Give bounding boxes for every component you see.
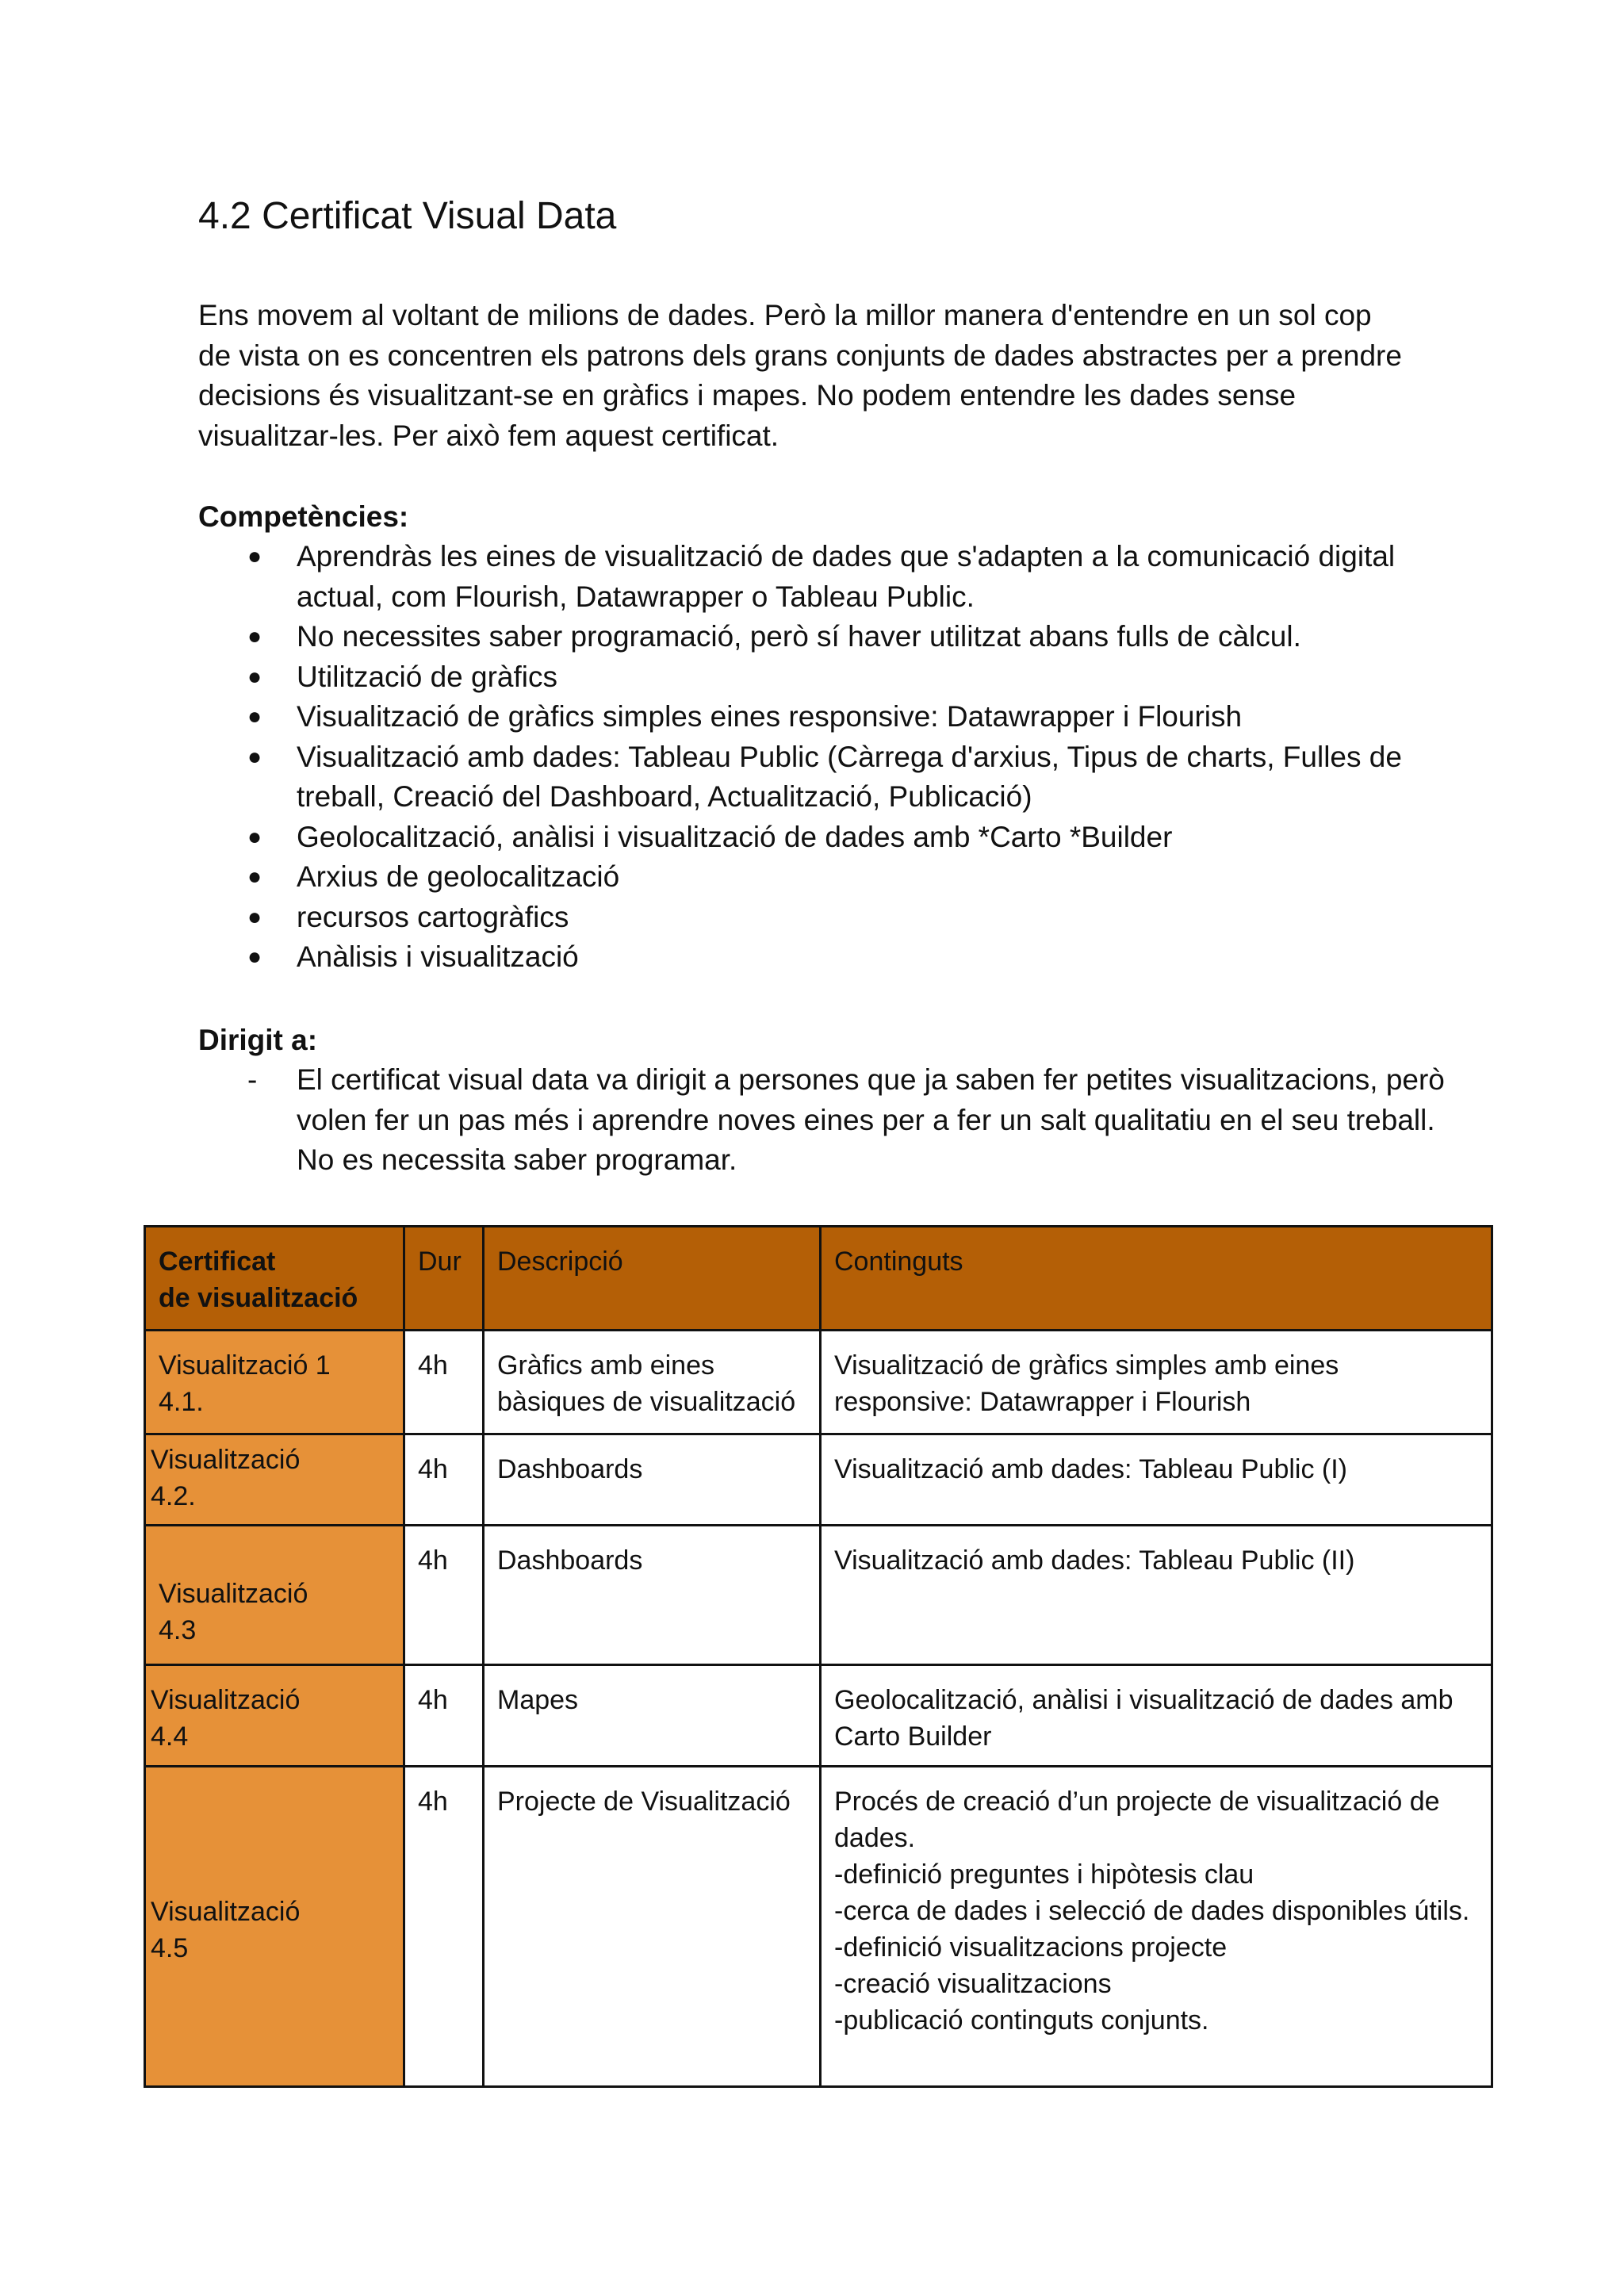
list-item-text: Visualització de gràfics simples eines responsive: Datawrapper i Flourish: [297, 700, 1243, 733]
list-item-text: El certificat visual data va dirigit a persones que ja saben fer petites visualitzacions, però volen fer un pas més i aprendre noves eines per a fer un salt qualitatiu en el seu treball. No es necessita saber programar.: [297, 1063, 1445, 1176]
module-name-cell: Visualització 4.4: [145, 1665, 404, 1767]
list-item-text: Geolocalització, anàlisi i visualització de dades amb *Carto *Builder: [297, 820, 1173, 853]
list-item-text: recursos cartogràfics: [297, 900, 569, 933]
bullet-icon: ●: [247, 543, 262, 569]
intro-line: de vista on es concentren els patrons dels grans conjunts de dades abstractes per a prendre: [198, 339, 1402, 372]
list-item: [198, 697, 1467, 737]
header-descripcio: Descripció: [484, 1227, 821, 1331]
header-dur: Dur: [404, 1227, 484, 1331]
intro-line: Ens movem al voltant de milions de dades. Però la millor manera d'entendre en un sol cop: [198, 299, 1372, 331]
description-cell: Mapes: [484, 1665, 821, 1767]
list-item-text: Visualització amb dades: Tableau Public (Càrrega d'arxius, Tipus de charts, Fulles de treball, Creació del Dashboard, Actualització, Publicació): [297, 740, 1402, 813]
table-row: [145, 1434, 1492, 1526]
dirigit-title: Dirigit a:: [198, 1024, 318, 1056]
list-item: [198, 937, 1467, 978]
list-item-text: Arxius de geolocalització: [297, 860, 620, 893]
bullet-icon: ●: [247, 823, 262, 850]
list-item: [198, 657, 1467, 698]
list-item: [198, 898, 1467, 938]
bullet-icon: ●: [247, 944, 262, 970]
list-item: [198, 737, 1467, 818]
content-cell: Visualització amb dades: Tableau Public (II): [821, 1526, 1492, 1665]
duration-cell: 4h: [404, 1434, 484, 1526]
description-cell: Gràfics amb eines bàsiques de visualització: [484, 1331, 821, 1434]
table-row: [145, 1331, 1492, 1434]
list-item: [198, 857, 1467, 898]
bullet-icon: ●: [247, 703, 262, 730]
table-row: [145, 1526, 1492, 1665]
content-cell: Visualització amb dades: Tableau Public (I): [821, 1434, 1492, 1526]
description-cell: Projecte de Visualització: [484, 1767, 821, 2087]
bullet-icon: ●: [247, 663, 262, 690]
bullet-icon: ●: [247, 864, 262, 890]
list-item: [198, 1060, 1467, 1181]
duration-cell: 4h: [404, 1526, 484, 1665]
content-cell: Geolocalització, anàlisi i visualització de dades amb Carto Builder: [821, 1665, 1492, 1767]
duration-cell: 4h: [404, 1331, 484, 1434]
table-row: [145, 1665, 1492, 1767]
bullet-icon: ●: [247, 903, 262, 930]
intro-line: decisions és visualitzant-se en gràfics i mapes. No podem entendre les dades sense: [198, 379, 1297, 412]
list-item: [198, 617, 1467, 657]
description-cell: Dashboards: [484, 1434, 821, 1526]
duration-cell: 4h: [404, 1665, 484, 1767]
module-name-cell: Visualització 4.3: [145, 1526, 404, 1665]
competencies-title: Competències:: [198, 500, 409, 533]
header-continguts: Continguts: [821, 1227, 1492, 1331]
list-item-text: Anàlisis i visualització: [297, 940, 579, 973]
duration-cell: 4h: [404, 1767, 484, 2087]
list-item: [198, 818, 1467, 858]
table-header-row: [145, 1227, 1492, 1331]
module-name-cell: Visualització 4.2.: [145, 1434, 404, 1526]
list-item: [198, 537, 1467, 617]
table-row: [145, 1767, 1492, 2087]
dirigit-list: [198, 1060, 1467, 1181]
list-item-text: Aprendràs les eines de visualització de dades que s'adapten a la comunicació digital actual, com Flourish, Datawrapper o Tableau Public.: [297, 540, 1396, 613]
list-item-text: No necessites saber programació, però sí haver utilitzat abans fulls de càlcul.: [297, 620, 1301, 653]
description-cell: Dashboards: [484, 1526, 821, 1665]
intro-line: visualitzar-les. Per això fem aquest certificat.: [198, 419, 779, 452]
bullet-icon: ●: [247, 743, 262, 770]
list-item-text: Utilització de gràfics: [297, 660, 558, 693]
dash-marker: -: [247, 1063, 258, 1096]
module-name-cell: Visualització 4.5: [145, 1767, 404, 2087]
content-cell: Visualització de gràfics simples amb eines responsive: Datawrapper i Flourish: [821, 1331, 1492, 1434]
content-cell: Procés de creació d’un projecte de visualització de dades. -definició preguntes i hipòtesis clau -cerca de dades i selecció de dades disponibles útils. -definició visualitzacions projecte -creació visualitzacions -publicació continguts conjunts.: [821, 1767, 1492, 2087]
bullet-icon: ●: [247, 623, 262, 649]
intro-paragraph: [198, 296, 1499, 456]
certificate-table: [144, 1225, 1493, 2088]
header-certificat: Certificat de visualització: [145, 1227, 404, 1331]
competencies-list: [198, 537, 1467, 978]
section-heading: 4.2 Certificat Visual Data: [198, 195, 617, 237]
module-name-cell: Visualització 1 4.1.: [145, 1331, 404, 1434]
